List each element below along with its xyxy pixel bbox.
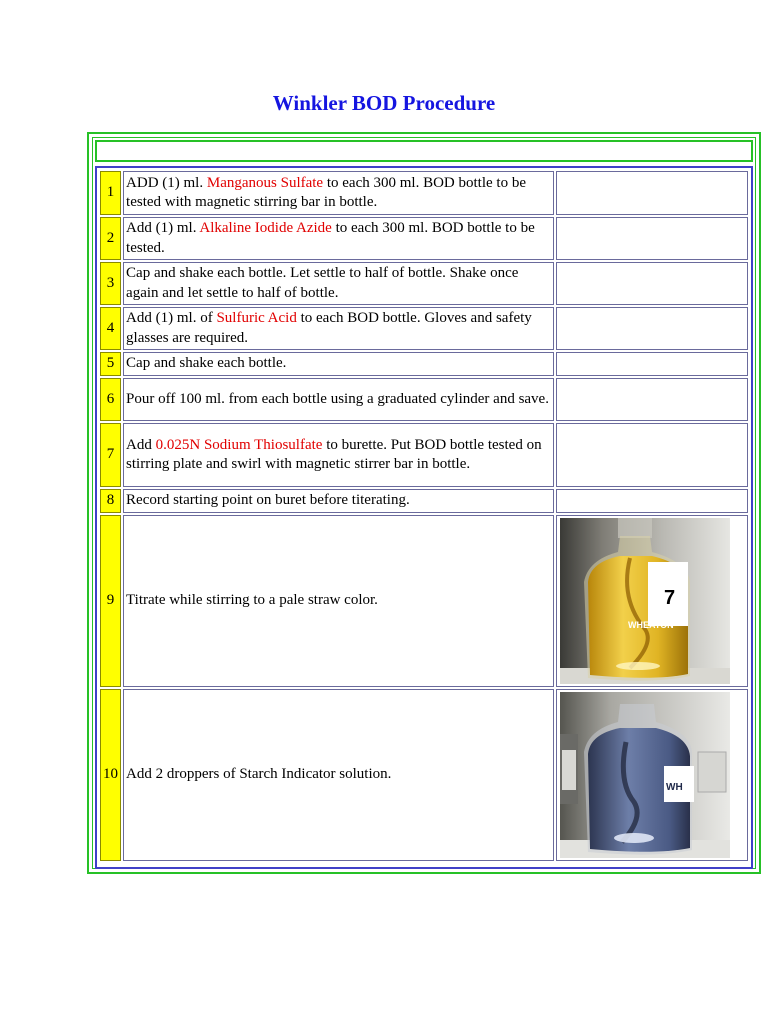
step-image-cell <box>556 515 748 687</box>
blue-bottle-photo <box>560 692 730 858</box>
step-text-post: to burette. Put BOD bottle tested on stirring plate and swirl with magnetic stirrer bar in bottle. <box>126 436 542 472</box>
step-number: 7 <box>100 423 121 487</box>
step-number: 8 <box>100 489 121 513</box>
bottle-brand-text: WHEATON <box>627 620 674 630</box>
yellow-bottle-photo <box>560 518 730 684</box>
page-title: Winkler BOD Procedure <box>272 91 496 115</box>
step-text <box>123 352 554 376</box>
step-text-pre: Cap and shake each bottle. Let settle to half of bottle. Shake once again and let settle to half of bottle. <box>126 265 519 301</box>
step-row-9 <box>100 515 748 687</box>
step-row-10 <box>100 689 748 861</box>
step-number: 2 <box>100 217 121 260</box>
bottle-label-number: 7 <box>663 587 675 609</box>
step-text <box>123 489 554 513</box>
step-reagent: Manganous Sulfate <box>206 174 324 191</box>
step-row-7 <box>100 423 748 487</box>
step-text-pre: Pour off 100 ml. from each bottle using a graduated cylinder and save. <box>126 390 549 407</box>
step-reagent: 0.025N Sodium Thiosulfate <box>155 436 323 453</box>
step-number: 3 <box>100 262 121 305</box>
step-text-post: to each 300 ml. BOD bottle to be tested. <box>126 220 535 256</box>
step-number: 4 <box>100 307 121 350</box>
step-row-2 <box>100 217 748 260</box>
step-text-pre: Add 2 droppers of Starch Indicator solution. <box>126 766 392 783</box>
step-image-cell <box>556 689 748 861</box>
step-text-pre: ADD (1) ml. <box>126 174 207 191</box>
step-number: 6 <box>100 378 121 421</box>
step-text <box>123 689 554 861</box>
steps-table <box>98 169 750 863</box>
step-reagent: Alkaline Iodide Azide <box>199 220 332 236</box>
step-text-pre: Titrate while stirring to a pale straw color. <box>126 592 378 609</box>
step-image-cell <box>556 262 748 305</box>
step-number: 5 <box>100 352 121 376</box>
bottle-brand-text: WH <box>665 782 683 793</box>
step-text <box>123 378 554 421</box>
step-row-1 <box>100 171 748 215</box>
step-row-5 <box>100 352 748 376</box>
step-image-cell <box>556 423 748 487</box>
step-text <box>123 307 554 350</box>
step-number: 1 <box>100 171 121 215</box>
outer-frame <box>87 132 761 874</box>
step-text <box>123 262 554 305</box>
step-text-pre: Cap and shake each bottle. <box>126 355 287 372</box>
step-row-3 <box>100 262 748 305</box>
step-text-post: to each 300 ml. BOD bottle to be tested with magnetic stirring bar in bottle. <box>126 174 526 210</box>
step-reagent: Sulfuric Acid <box>216 310 297 326</box>
step-number: 9 <box>100 515 121 687</box>
outer-frame-inner <box>92 137 756 869</box>
step-text-post: to each BOD bottle. Gloves and safety glasses are required. <box>126 310 532 346</box>
step-text-pre: Add (1) ml. of <box>126 310 217 326</box>
step-text-pre: Record starting point on buret before titerating. <box>126 492 410 509</box>
step-image-cell <box>556 307 748 350</box>
step-text <box>123 171 554 215</box>
step-text <box>123 217 554 260</box>
step-text-pre: Add <box>126 436 156 453</box>
step-image-cell <box>556 217 748 260</box>
step-image-cell <box>556 378 748 421</box>
empty-header-bar <box>95 140 753 162</box>
step-number: 10 <box>100 689 121 861</box>
step-row-6 <box>100 378 748 421</box>
step-row-8 <box>100 489 748 513</box>
steps-table-frame <box>95 166 753 869</box>
step-text <box>123 423 554 487</box>
step-image-cell <box>556 489 748 513</box>
step-image-cell <box>556 171 748 215</box>
step-row-4 <box>100 307 748 350</box>
step-image-cell <box>556 352 748 376</box>
step-text <box>123 515 554 687</box>
step-text-pre: Add (1) ml. <box>126 220 200 236</box>
